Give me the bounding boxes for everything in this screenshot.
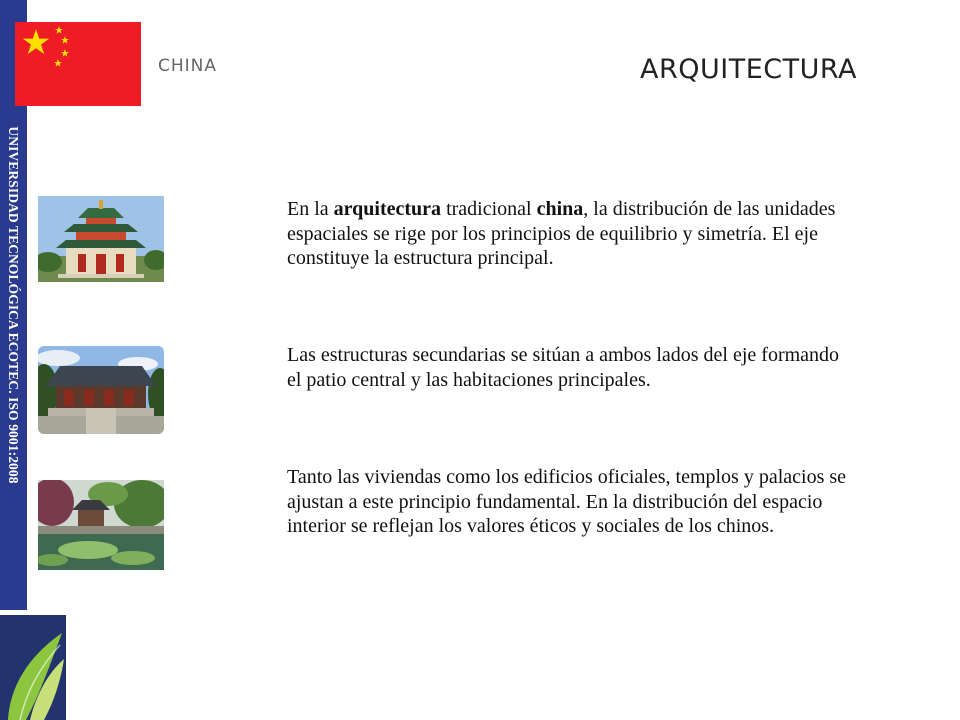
paragraph-1-text: tradicional	[441, 198, 537, 220]
paragraph-1	[287, 197, 847, 271]
garden-pavilion-photo	[38, 480, 164, 570]
pagoda-photo	[38, 196, 164, 282]
paragraph-1-text: , la distribución de las unidades espaciales se rige por los principios de equilibrio y simetría. El eje constituye la estructura principal.	[287, 198, 836, 269]
country-label: CHINA	[158, 56, 218, 76]
paragraph-3: Tanto las viviendas como los edificios oficiales, templos y palacios se ajustan a este principio fundamental. En la distribución del espacio interior se reflejan los valores éticos y sociales de los chinos.	[287, 466, 847, 537]
temple-hall-photo	[38, 346, 164, 434]
ecotec-leaf-logo-icon	[0, 615, 66, 720]
paragraph-2: Las estructuras secundarias se sitúan a ambos lados del eje formando el patio central y las habitaciones principales.	[287, 344, 840, 391]
bold-arquitectura: arquitectura	[333, 198, 442, 220]
page-title: ARQUITECTURA	[640, 54, 858, 85]
bold-china: china	[536, 198, 584, 220]
china-flag-icon	[15, 22, 141, 106]
paragraph-1-text: En la	[287, 198, 334, 220]
university-label: UNIVERSIDAD TECNOLÓGICA ECOTEC. ISO 9001:2008	[6, 126, 21, 484]
